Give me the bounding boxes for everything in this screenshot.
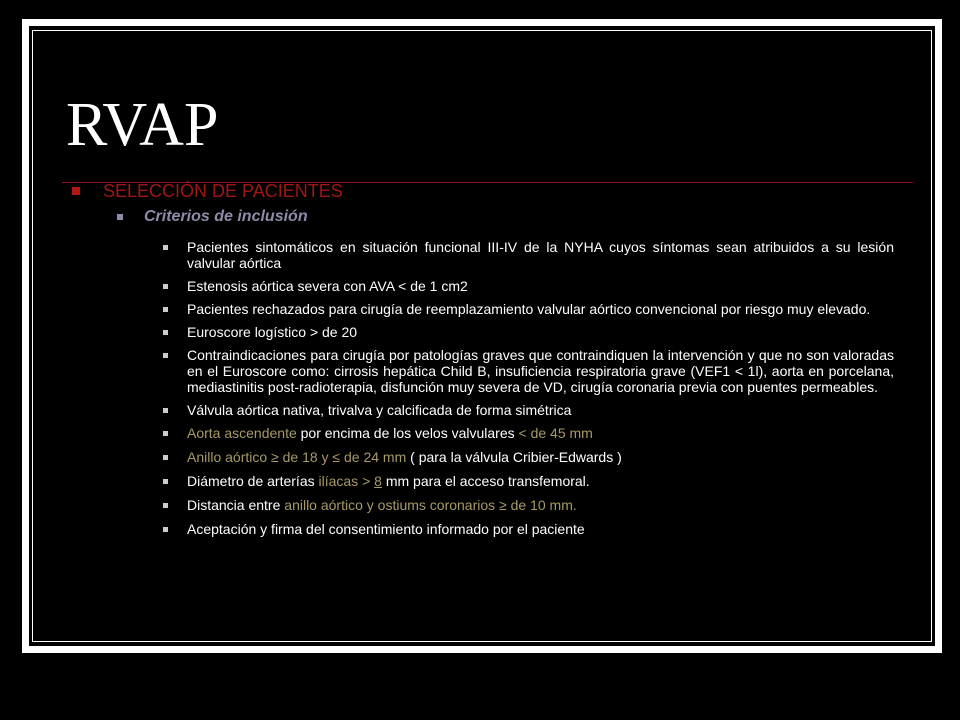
level2-heading	[117, 207, 817, 227]
square-bullet-icon	[163, 503, 168, 508]
criteria-item-text: Distancia entre	[187, 497, 285, 513]
criteria-item	[163, 497, 894, 513]
square-bullet-icon	[163, 330, 168, 335]
criteria-item-text: Diámetro de arterías	[187, 473, 319, 489]
highlight-text: Anillo aórtico ≥ de 18 y ≤ de 24 mm	[187, 449, 407, 465]
square-bullet-icon	[163, 479, 168, 484]
criteria-item-text: Pacientes rechazados para cirugía de reemplazamiento valvular aórtico convencional por riesgo muy elevado.	[187, 301, 871, 317]
criteria-item	[163, 521, 894, 537]
criteria-item-text: Pacientes sintomáticos en situación funcional III-IV de la NYHA cuyos síntomas sean atribuidos a su lesión valvular aórtica	[187, 239, 894, 271]
level1-heading	[72, 180, 872, 202]
level1-heading-text: SELECCIÓN DE PACIENTES	[103, 181, 343, 201]
slide-title: RVAP	[66, 91, 219, 159]
criteria-item-text: Aceptación y firma del consentimiento informado por el paciente	[187, 521, 585, 537]
criteria-item-text: ( para la válvula Cribier-Edwards )	[406, 449, 622, 465]
square-bullet-icon	[163, 284, 168, 289]
square-bullet-icon	[163, 431, 168, 436]
criteria-item	[163, 324, 894, 340]
criteria-item	[163, 278, 894, 294]
highlight-text: Aorta ascendente	[187, 425, 297, 441]
highlight-text: ilíacas >	[318, 473, 375, 489]
square-bullet-icon	[72, 187, 80, 195]
square-bullet-icon	[163, 455, 168, 460]
criteria-item-text: Válvula aórtica nativa, trivalva y calcificada de forma simétrica	[187, 402, 572, 418]
criteria-item-text: Estenosis aórtica severa con AVA < de 1 cm2	[187, 278, 468, 294]
criteria-item	[163, 473, 894, 489]
criteria-item-text: mm	[381, 473, 410, 489]
square-bullet-icon	[163, 307, 168, 312]
criteria-item	[163, 301, 894, 317]
square-bullet-icon	[163, 408, 168, 413]
criteria-item-text: para el acceso transfemoral.	[409, 473, 590, 489]
square-bullet-icon	[163, 353, 168, 358]
highlight-underlined-text: 8	[374, 473, 382, 489]
square-bullet-icon	[117, 214, 123, 220]
criteria-list	[163, 239, 894, 544]
square-bullet-icon	[163, 245, 168, 250]
level2-heading-text: Criterios de inclusión	[144, 208, 308, 225]
criteria-item	[163, 402, 894, 418]
highlight-text: anillo aórtico y ostiums coronarios ≥ de 10 mm.	[284, 497, 577, 513]
criteria-item	[163, 425, 894, 441]
criteria-item	[163, 347, 894, 395]
criteria-item	[163, 449, 894, 465]
criteria-item-text: por encima de los velos valvulares	[296, 425, 519, 441]
square-bullet-icon	[163, 527, 168, 532]
highlight-text: < de 45 mm	[518, 425, 593, 441]
criteria-item-text: Euroscore logístico > de 20	[187, 324, 358, 340]
criteria-item-text: Contraindicaciones para cirugía por patologías graves que contraindiquen la intervención y que no son valoradas en el Euroscore como: cirrosis hepática Child B, insuficiencia respiratoria grave (VEF1 < 1l), aorta en porcelana, mediastinitis post-radioterapia, disfunción muy severa de VD, cirugía coronaria previa con puentes permeables.	[187, 347, 894, 395]
criteria-item	[163, 239, 894, 271]
